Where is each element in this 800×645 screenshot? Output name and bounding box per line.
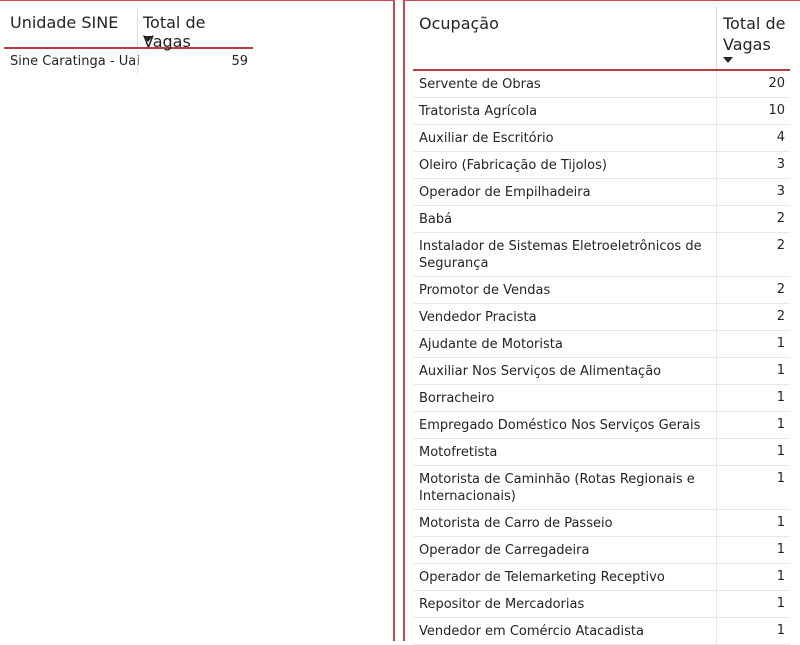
occupation-cell: Ajudante de Motorista bbox=[419, 337, 563, 352]
occupation-cell: Motofretista bbox=[419, 445, 498, 460]
table-row[interactable] bbox=[413, 591, 790, 618]
total-cell: 2 bbox=[716, 277, 790, 303]
occupation-cell: Operador de Telemarketing Receptivo bbox=[419, 570, 665, 585]
occupations-visual bbox=[403, 0, 800, 641]
table-row[interactable] bbox=[413, 385, 790, 412]
total-cell: 1 bbox=[716, 537, 790, 563]
occupation-cell: Vendedor em Comércio Atacadista bbox=[419, 624, 644, 639]
total-cell: 1 bbox=[716, 358, 790, 384]
occupation-cell: Borracheiro bbox=[419, 391, 495, 406]
total-cell: 10 bbox=[716, 98, 790, 124]
table-row[interactable] bbox=[413, 304, 790, 331]
total-cell: 2 bbox=[716, 304, 790, 330]
table-row[interactable] bbox=[413, 71, 790, 98]
table-row[interactable] bbox=[413, 466, 790, 510]
total-cell: 59 bbox=[137, 50, 253, 74]
table-header bbox=[4, 9, 253, 49]
table-row[interactable] bbox=[413, 206, 790, 233]
total-cell: 2 bbox=[716, 206, 790, 232]
table-row[interactable] bbox=[413, 98, 790, 125]
occupation-cell: Babá bbox=[419, 212, 453, 227]
occupation-cell: Promotor de Vendas bbox=[419, 283, 551, 298]
total-cell: 1 bbox=[716, 466, 790, 509]
occupation-cell: Motorista de Carro de Passeio bbox=[419, 516, 613, 531]
table-row[interactable] bbox=[413, 564, 790, 591]
total-cell: 20 bbox=[716, 71, 790, 97]
column-header-ocupacao[interactable]: Ocupação bbox=[419, 14, 499, 33]
total-cell: 1 bbox=[716, 385, 790, 411]
occupation-cell: Tratorista Agrícola bbox=[419, 104, 538, 119]
occupation-cell: Operador de Carregadeira bbox=[419, 543, 590, 558]
total-cell: 1 bbox=[716, 564, 790, 590]
occupation-cell: Repositor de Mercadorias bbox=[419, 597, 585, 612]
table-row[interactable] bbox=[413, 179, 790, 206]
occupation-cell: Instalador de Sistemas Eletroeletrônicos de Segurança bbox=[419, 239, 702, 271]
occupation-cell: Motorista de Caminhão (Rotas Regionais e Internacionais) bbox=[419, 472, 695, 504]
table-row[interactable] bbox=[413, 277, 790, 304]
table-row[interactable] bbox=[413, 537, 790, 564]
occupation-cell: Auxiliar Nos Serviços de Alimentação bbox=[419, 364, 662, 379]
total-cell: 1 bbox=[716, 412, 790, 438]
table-row[interactable] bbox=[413, 331, 790, 358]
occupation-cell: Vendedor Pracista bbox=[419, 310, 537, 325]
occupation-cell: Oleiro (Fabricação de Tijolos) bbox=[419, 158, 607, 173]
total-cell: 3 bbox=[716, 179, 790, 205]
unit-name-cell: Sine Caratinga - Uai bbox=[10, 54, 140, 69]
sort-descending-icon bbox=[143, 36, 153, 42]
total-cell: 1 bbox=[716, 618, 790, 644]
table-row[interactable] bbox=[413, 510, 790, 537]
column-header-label: Total de Vagas bbox=[143, 13, 206, 51]
total-cell: 1 bbox=[716, 510, 790, 536]
occupation-cell: Servente de Obras bbox=[419, 77, 541, 92]
total-cell: 1 bbox=[716, 331, 790, 357]
column-header-unidade-sine[interactable]: Unidade SINE bbox=[10, 13, 119, 32]
column-header-label-line2: Vagas bbox=[723, 35, 771, 54]
table-body bbox=[413, 71, 790, 645]
total-cell: 2 bbox=[716, 233, 790, 276]
table-row[interactable] bbox=[413, 412, 790, 439]
sine-units-visual bbox=[0, 0, 395, 641]
table-row[interactable] bbox=[413, 439, 790, 466]
column-header-total-vagas[interactable] bbox=[137, 9, 253, 51]
occupation-cell: Empregado Doméstico Nos Serviços Gerais bbox=[419, 418, 701, 433]
sort-descending-icon bbox=[723, 57, 733, 63]
table-row[interactable] bbox=[413, 125, 790, 152]
table-row[interactable] bbox=[413, 233, 790, 277]
occupation-cell: Auxiliar de Escritório bbox=[419, 131, 554, 146]
total-cell: 1 bbox=[716, 591, 790, 617]
table-row[interactable] bbox=[413, 152, 790, 179]
column-header-total-vagas[interactable] bbox=[716, 6, 790, 69]
table-row[interactable] bbox=[413, 358, 790, 385]
total-cell: 4 bbox=[716, 125, 790, 151]
total-cell: 3 bbox=[716, 152, 790, 178]
occupation-cell: Operador de Empilhadeira bbox=[419, 185, 591, 200]
total-cell: 1 bbox=[716, 439, 790, 465]
column-header-label-line1: Total de bbox=[723, 14, 786, 33]
table-row[interactable] bbox=[4, 50, 253, 74]
table-header bbox=[413, 6, 790, 71]
